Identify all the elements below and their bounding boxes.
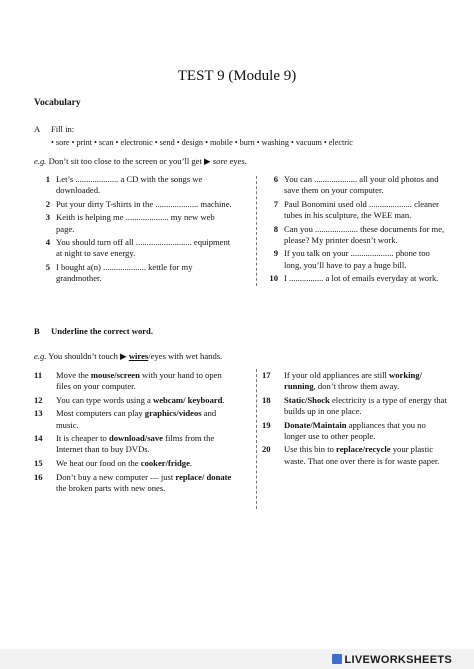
item-number: 14: [34, 433, 43, 444]
item-number: 16: [34, 471, 43, 482]
list-item: [34, 370, 234, 392]
example-rest: [148, 351, 222, 361]
item-choice[interactable]: download/save: [108, 433, 163, 444]
example-prefix: e.g.: [34, 351, 47, 361]
item-text: your plastic waste. That one over there is for waste paper.: [284, 444, 440, 466]
item-text: I ................ a lot of emails everyday at work.: [284, 273, 439, 284]
example-answer: sore: [212, 156, 228, 166]
item-number: 10: [269, 273, 278, 284]
item-number: 15: [34, 457, 43, 468]
page-title: TEST 9 (Module 9): [177, 68, 297, 84]
list-item: [262, 174, 448, 196]
item-text: Put your dirty T-shirts in the .................... machine.: [56, 198, 232, 209]
example-rest-text: /eyes with wet hands.: [148, 351, 223, 361]
list-item: [262, 199, 448, 221]
list-item: [34, 458, 234, 469]
item-choice[interactable]: working/ running: [284, 370, 422, 392]
item-text: Can you .................... these documents for me, please? My printer doesn’t work.: [284, 223, 445, 245]
item-number: 17: [262, 370, 271, 380]
item-number: 13: [34, 408, 43, 419]
item-choice[interactable]: mouse/screen: [90, 370, 140, 380]
item-text: appliances that you no longer use to other people.: [284, 419, 426, 441]
item-choice[interactable]: graphics/videos: [144, 408, 202, 419]
item-text: Use this bin to: [284, 444, 337, 455]
example-underlined-word: wires: [128, 351, 149, 361]
part-a-letter: A: [34, 124, 41, 134]
item-text: films from the Internet than to buy DVDs.: [56, 433, 215, 455]
column-divider: [256, 176, 257, 286]
part-b-instruction: Underline the correct word.: [51, 326, 153, 336]
item-number: 20: [262, 444, 271, 455]
item-number: 4: [45, 237, 50, 248]
item-number: 5: [45, 261, 50, 272]
example-end: eyes.: [229, 156, 247, 166]
item-text: Let’s .................... a CD with the songs we downloaded.: [56, 174, 203, 196]
item-text: with your hand to open files on your computer.: [56, 370, 222, 392]
list-item: [34, 174, 234, 196]
item-text: Don’t buy a new computer — just: [56, 471, 176, 482]
item-number: 18: [262, 394, 271, 405]
list-item: [262, 224, 448, 246]
item-number: 9: [273, 248, 278, 259]
column-divider: [256, 369, 257, 509]
list-item: [34, 408, 234, 430]
item-number: 8: [273, 223, 278, 234]
item-text: If your old appliances are still: [284, 370, 390, 380]
list-item: [262, 420, 448, 442]
footer-bar: [0, 649, 474, 669]
list-item: [34, 212, 234, 234]
item-text: You can type words using a: [56, 394, 153, 405]
item-text: Move the: [56, 370, 91, 380]
item-text: and music.: [56, 408, 217, 430]
part-a-left-column: [34, 174, 234, 287]
item-text: Paul Bonomini used old .................... cleaner tubes in his sculpture, the WEE man.: [284, 198, 439, 220]
item-text: You should turn off all .......................... equipment at night to save energy.: [56, 237, 231, 259]
item-number: 7: [273, 198, 278, 209]
item-text: Keith is helping me .................... my new web page.: [56, 212, 215, 234]
part-b-letter: B: [34, 326, 40, 336]
part-a-example: [34, 156, 247, 167]
logo-text: LIVEWORKSHEETS: [344, 654, 452, 666]
part-b-example: [34, 351, 222, 362]
item-number: 11: [34, 370, 43, 380]
example-text: Don’t sit too close to the screen or you’ll get ▶: [48, 156, 211, 166]
part-a-right-column: [262, 174, 448, 287]
list-item: [34, 199, 234, 210]
item-choice[interactable]: cooker/fridge: [140, 457, 190, 468]
list-item: [34, 395, 234, 406]
item-text: It is cheaper to: [56, 433, 109, 444]
list-item: [262, 395, 448, 417]
list-item: [262, 273, 448, 284]
item-choice[interactable]: Donate/Maintain: [284, 419, 347, 430]
item-number: 1: [45, 174, 50, 184]
part-b-right-column: [262, 370, 448, 469]
item-text: I bought a(n) .................... kettle for my grandmother.: [56, 261, 193, 284]
item-choice[interactable]: webcam/ keyboard: [153, 394, 223, 405]
liveworksheets-logo: [332, 654, 453, 666]
item-number: 12: [34, 394, 43, 405]
example-prefix: e.g.: [34, 156, 47, 166]
item-text: , don’t throw them away.: [313, 381, 400, 392]
item-number: 3: [45, 212, 50, 223]
part-b-left-column: [34, 370, 234, 496]
list-item: [262, 248, 448, 270]
item-choice[interactable]: replace/recycle: [336, 444, 391, 455]
logo-icon: [332, 654, 342, 664]
section-heading-vocabulary: Vocabulary: [34, 98, 81, 108]
item-text: .: [222, 394, 225, 405]
word-bank: • sore • print • scan • electronic • send • design • mobile • burn • washing • vacuum • electric: [51, 138, 353, 147]
example-text: You shouldn’t touch ▶: [48, 351, 127, 361]
item-text: .: [189, 457, 193, 468]
item-text: the broken parts with new ones.: [56, 482, 166, 493]
list-item: [34, 262, 234, 284]
item-choice[interactable]: Static/Shock: [284, 394, 330, 405]
list-item: [34, 433, 234, 455]
item-text: If you talk on your .................... phone too long, you’ll have to pay a huge bill.: [284, 248, 430, 270]
list-item: [34, 472, 234, 494]
list-item: [34, 237, 234, 259]
item-number: 6: [273, 174, 278, 184]
item-choice[interactable]: replace/ donate: [175, 471, 232, 482]
list-item: [262, 444, 448, 466]
item-text: electricity is a type of energy that builds up in one place.: [284, 394, 447, 416]
item-text: We heat our food on the: [56, 457, 141, 468]
item-number: 2: [45, 198, 50, 209]
list-item: [262, 370, 448, 392]
item-text: Most computers can play: [56, 408, 145, 419]
item-number: 19: [262, 419, 271, 430]
item-text: You can .................... all your old photos and save them on your computer.: [284, 174, 439, 196]
part-a-instruction: Fill in:: [51, 124, 75, 134]
